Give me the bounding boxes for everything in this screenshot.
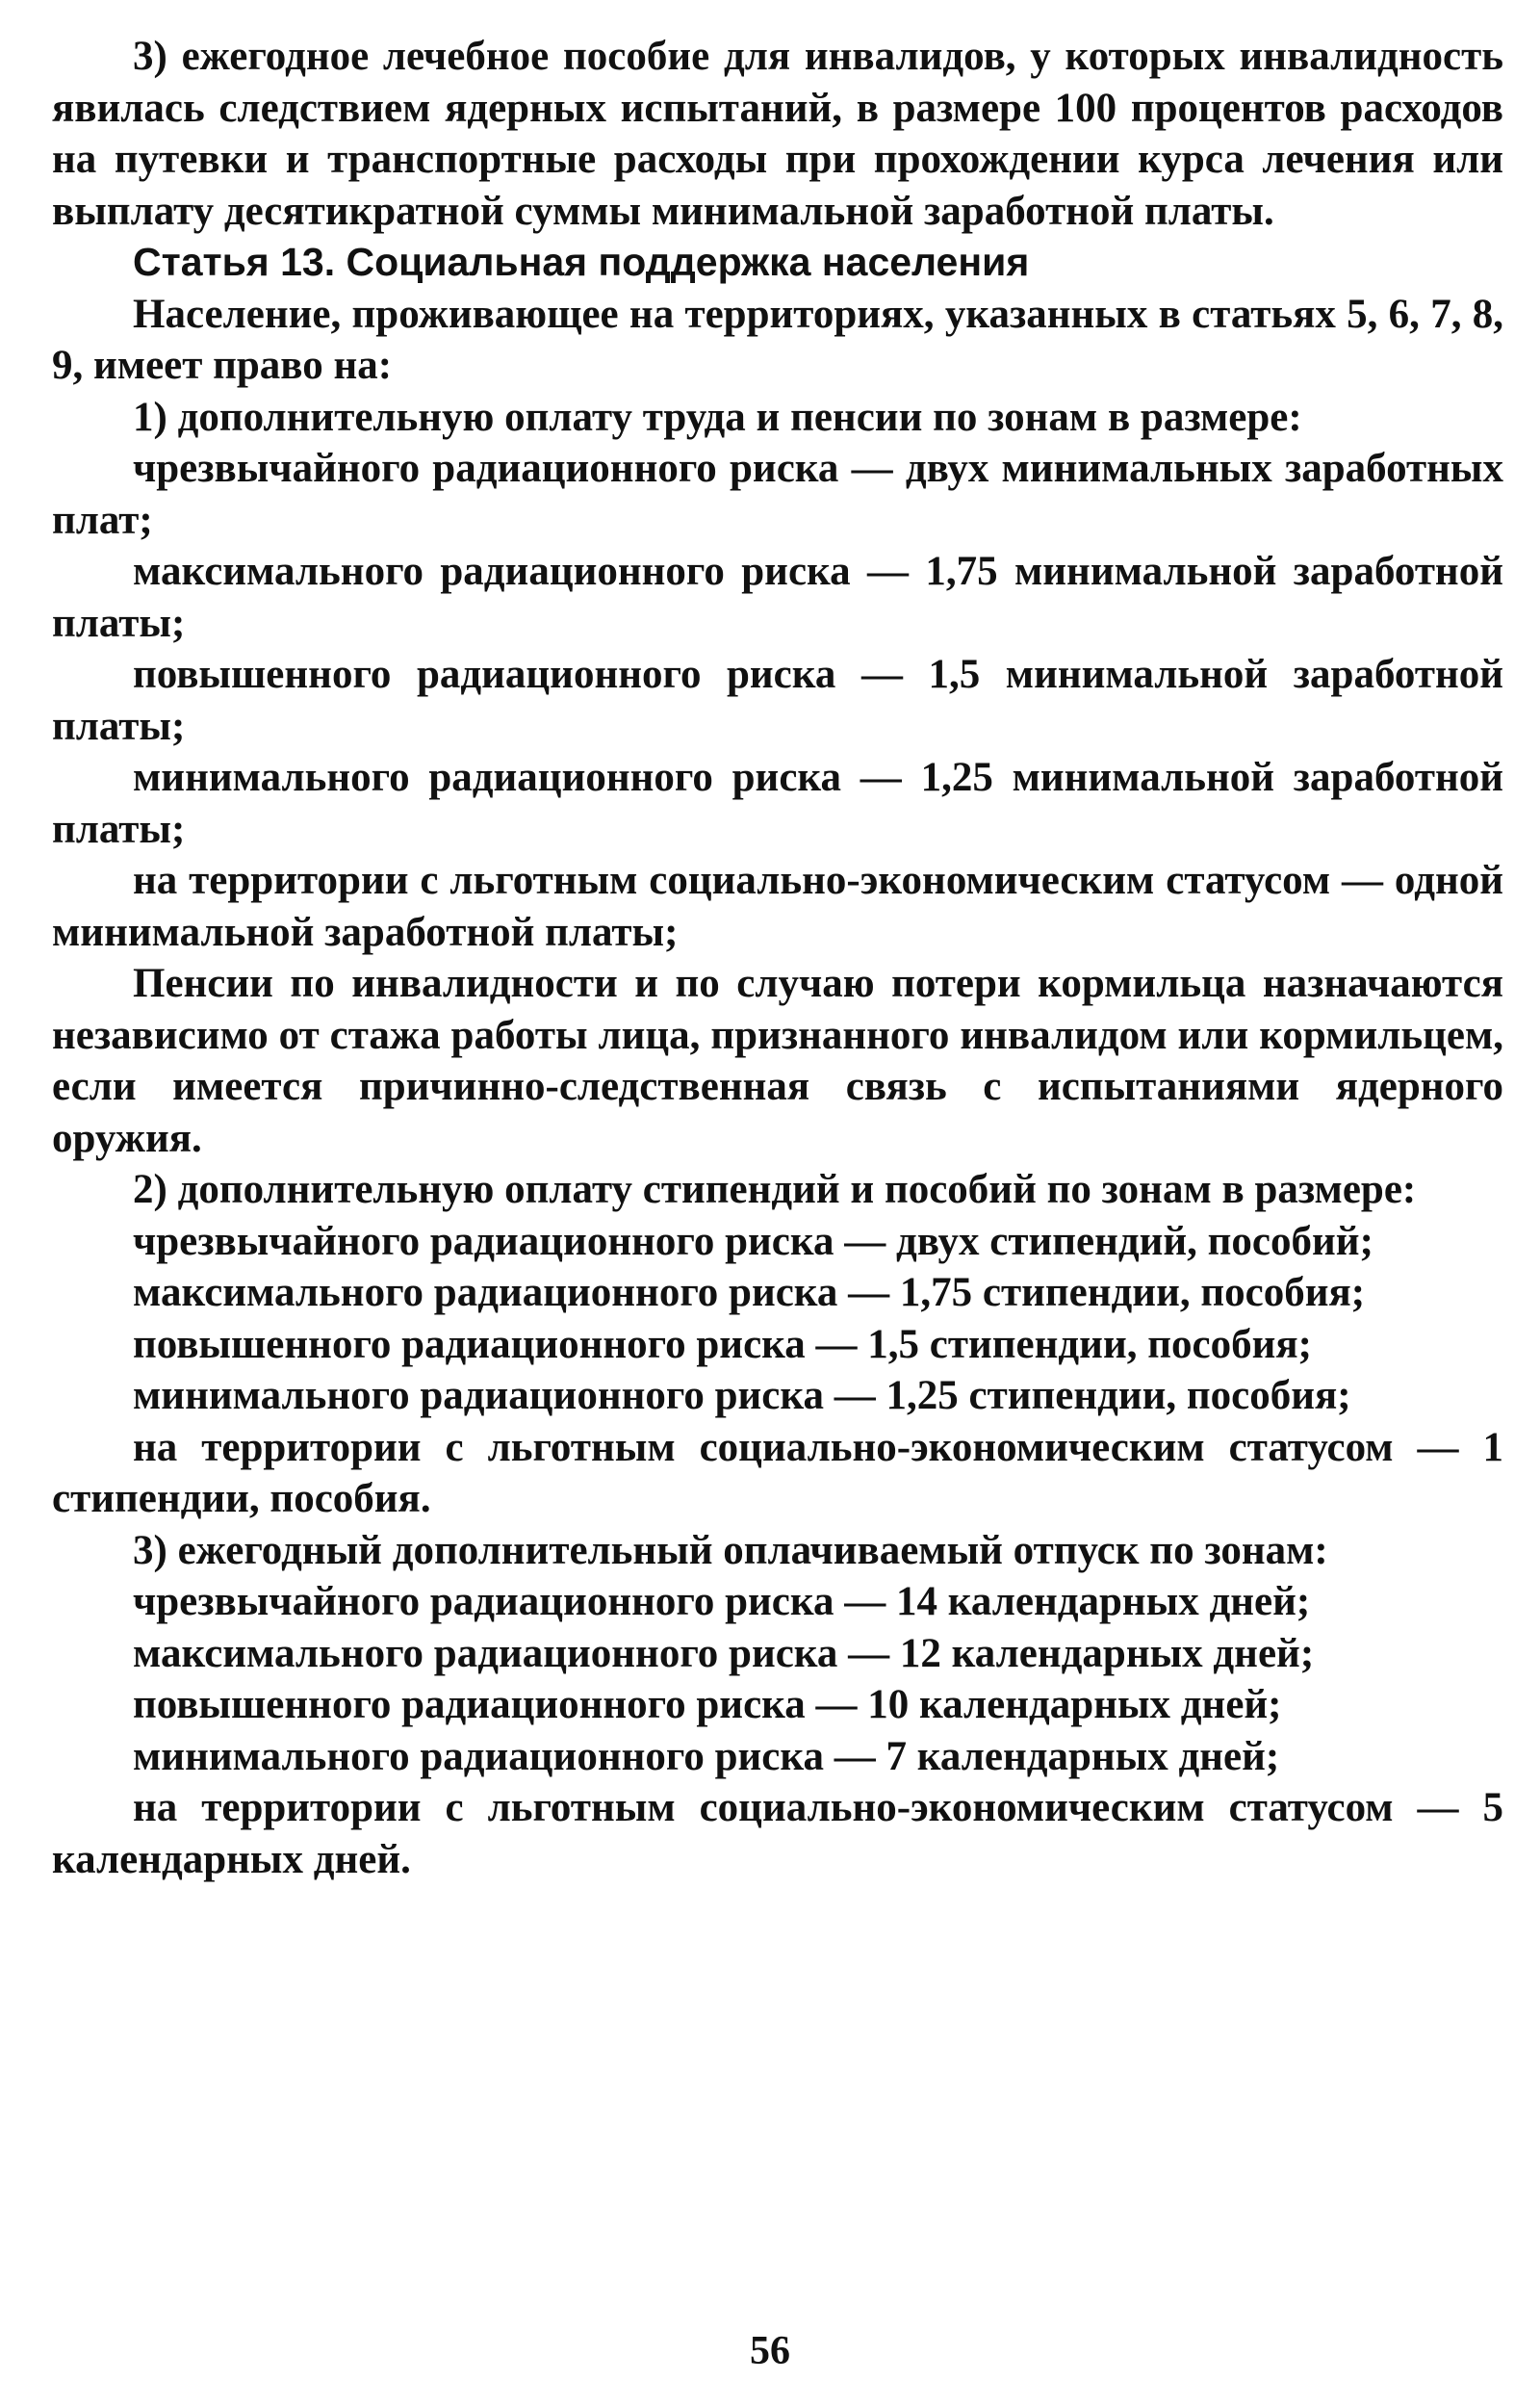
article-paragraph: на территории с льготным социально-экономическим статусом — 1 стипендии, пособия. [52, 1424, 1503, 1521]
article-paragraph: повышенного радиационного риска — 1,5 минимальной заработной платы; [52, 652, 1503, 749]
article-paragraph: 3) ежегодный дополнительный оплачиваемый отпуск по зонам: [133, 1527, 1328, 1573]
article-title: Статья 13. Социальная поддержка населения [133, 240, 1030, 284]
article-paragraph: минимального радиационного риска — 7 календарных дней; [133, 1733, 1280, 1779]
article-paragraph: 2) дополнительную оплату стипендий и пособий по зонам в размере: [133, 1167, 1417, 1212]
article-paragraph: максимального радиационного риска — 12 календарных дней; [133, 1630, 1315, 1676]
article-paragraph: чрезвычайного радиационного риска — двух минимальных заработных плат; [52, 446, 1503, 543]
article-paragraph: минимального радиационного риска — 1,25 минимальной заработной платы; [52, 755, 1503, 852]
article-paragraph: чрезвычайного радиационного риска — двух стипендий, пособий; [133, 1218, 1373, 1264]
article-paragraph: максимального радиационного риска — 1,75 стипендии, пособия; [133, 1270, 1366, 1315]
page-number: 56 [750, 2329, 790, 2373]
article-paragraph: 1) дополнительную оплату труда и пенсии по зонам в размере: [133, 394, 1302, 440]
article-paragraph: на территории с льготным социально-экономическим статусом — одной минимальной заработной платы; [52, 858, 1503, 955]
article-paragraph: Население, проживающее на территориях, указанных в статьях 5, 6, 7, 8, 9, имеет право на: [52, 291, 1503, 388]
article-paragraph: максимального радиационного риска — 1,75 минимальной заработной платы; [52, 549, 1503, 646]
article-paragraph: Пенсии по инвалидности и по случаю потери кормильца назначаются независимо от стажа работы лица, признанного инвалидом или кормильцем, если имеется причинно-следственная связь с испытаниями ядерного оружия. [52, 961, 1503, 1161]
article-paragraph: чрезвычайного радиационного риска — 14 календарных дней; [133, 1579, 1311, 1624]
article-paragraph: на территории с льготным социально-экономическим статусом — 5 календарных дней. [52, 1785, 1503, 1882]
intro-paragraph: 3) ежегодное лечебное пособие для инвалидов, у которых инвалидность явилась следствием ядерных испытаний, в размере 100 процентов расходов на путевки и транспортные расходы при прохождении курса лечения или выплату десятикратной суммы минимальной заработной платы. [52, 34, 1503, 234]
article-paragraph: минимального радиационного риска — 1,25 стипендии, пособия; [133, 1373, 1351, 1418]
article-paragraph: повышенного радиационного риска — 1,5 стипендии, пособия; [133, 1321, 1312, 1367]
article-paragraph: повышенного радиационного риска — 10 календарных дней; [133, 1682, 1282, 1727]
page-body [52, 31, 1503, 1885]
